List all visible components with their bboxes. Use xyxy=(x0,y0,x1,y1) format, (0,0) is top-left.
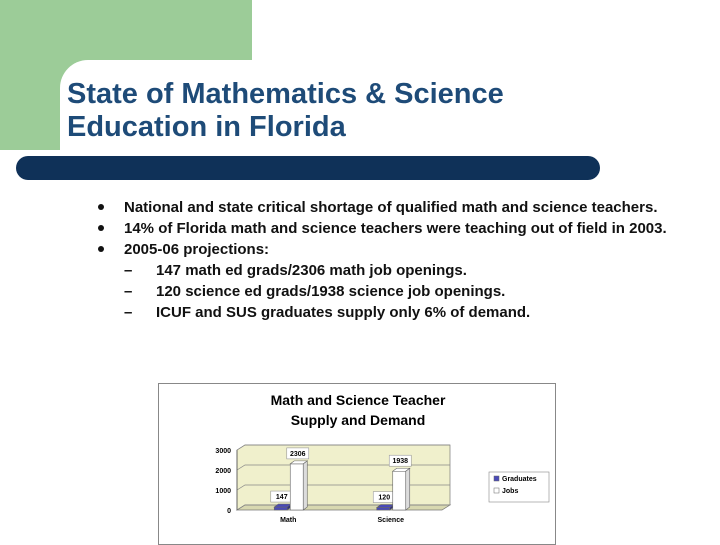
x-tick-label: Science xyxy=(377,517,404,524)
supply-demand-chart xyxy=(159,384,554,540)
bullet-dot-icon xyxy=(98,246,104,252)
sub-bullet-list xyxy=(124,260,678,323)
x-tick-label: Math xyxy=(280,517,297,524)
title-line-2: Education in Florida xyxy=(67,111,346,143)
bar-graduates xyxy=(377,508,390,510)
legend-swatch xyxy=(494,488,499,493)
data-label: 2306 xyxy=(289,450,306,458)
data-label: 147 xyxy=(275,494,288,502)
title-line-1: State of Mathematics & Science xyxy=(67,78,504,110)
dash-marker: – xyxy=(124,262,133,279)
bullet-text: National and state critical shortage of qualified math and science teachers. xyxy=(124,199,658,216)
sub-bullet-item xyxy=(124,281,678,302)
plot-group xyxy=(215,445,549,524)
y-tick-label: 3000 xyxy=(215,448,231,455)
chart-title-line-2: Supply and Demand xyxy=(290,412,426,428)
slide-title xyxy=(67,78,504,144)
chart-title-line-1: Math and Science Teacher xyxy=(270,392,446,408)
bar-graduates xyxy=(274,507,287,510)
legend-swatch xyxy=(494,476,499,481)
sub-bullet-text: 147 math ed grads/2306 math job openings. xyxy=(156,262,467,279)
y-tick-label: 0 xyxy=(227,508,231,515)
data-label: 1938 xyxy=(392,458,409,466)
bullet-text: 14% of Florida math and science teachers were teaching out of field in 2003. xyxy=(124,220,667,237)
sub-bullet-text: 120 science ed grads/1938 science job openings. xyxy=(156,283,506,300)
bar-jobs xyxy=(290,464,303,510)
data-label: 120 xyxy=(378,494,391,502)
dash-marker: – xyxy=(124,283,133,300)
bullet-text: 2005-06 projections: xyxy=(124,241,270,258)
bullet-dot-icon xyxy=(98,204,104,210)
bar-jobs xyxy=(393,471,406,510)
bullet-item xyxy=(98,197,678,218)
legend-label: Graduates xyxy=(502,476,537,483)
plot-floor xyxy=(237,505,450,510)
sub-bullet-item xyxy=(124,302,678,323)
bar-side xyxy=(406,468,410,510)
plot-back-wall xyxy=(237,445,450,510)
sub-bullet-item xyxy=(124,260,678,281)
bullet-list xyxy=(98,197,678,323)
bullet-item xyxy=(98,218,678,239)
y-tick-label: 2000 xyxy=(215,468,231,475)
bullet-dot-icon xyxy=(98,225,104,231)
sub-bullet-text: ICUF and SUS graduates supply only 6% of demand. xyxy=(156,304,531,321)
bar-side xyxy=(303,461,307,510)
dash-marker: – xyxy=(124,304,133,321)
title-divider xyxy=(16,156,600,180)
bullet-item xyxy=(98,239,678,323)
legend-label: Jobs xyxy=(502,488,519,495)
y-tick-label: 1000 xyxy=(215,488,231,495)
